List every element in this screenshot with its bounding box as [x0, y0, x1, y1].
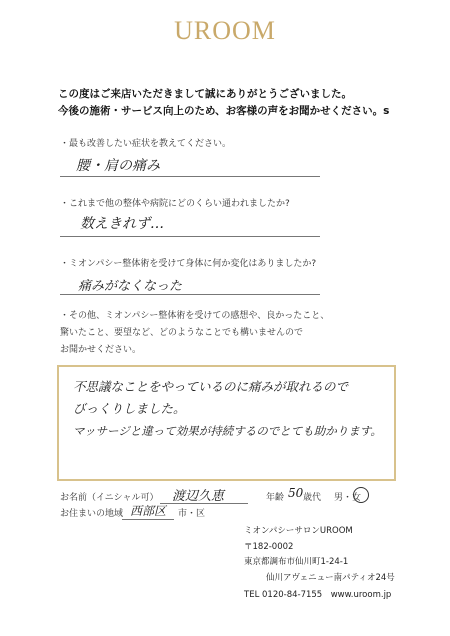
brand-logo: UROOM	[174, 16, 276, 45]
name-underline	[160, 503, 248, 504]
shop-info	[244, 524, 395, 604]
shop-address-1: 東京都調布市仙川町1-24-1	[244, 557, 349, 567]
comment-line-3: マッサージと違って効果が持続するのでとても助かります。	[73, 424, 382, 438]
comment-line-2: びっくりしました。	[73, 401, 186, 416]
question-3-answer-line	[60, 294, 320, 295]
shop-contact: TEL 0120-84-7155 www.uroom.jp	[244, 590, 392, 600]
question-4-line-1: ・その他、ミオンパシー整体術を受けての感想や、良かったこと、	[60, 311, 330, 321]
name-value: 渡辺久恵	[172, 489, 225, 504]
question-1-answer-line	[60, 176, 320, 177]
shop-postal: 〒182-0002	[244, 541, 294, 552]
question-1-answer: 腰・肩の痛み	[76, 158, 160, 174]
question-2-answer-line	[60, 236, 320, 237]
intro-line-2: 今後の施術・サービス向上のため、お客様の声をお聞かせください。s	[58, 105, 390, 117]
area-value: 西部区	[130, 504, 167, 518]
question-3-answer: 痛みがなくなった	[78, 279, 183, 294]
comment-line-1: 不思議なことをやっているのに痛みが取れるので	[73, 379, 349, 394]
area-label: お住まいの地域	[60, 509, 124, 519]
question-1-label: ・最も改善したい症状を教えてください。	[60, 139, 232, 149]
age-unit: 歳代	[303, 493, 322, 503]
shop-address-2: 仙川アヴェニュー南パティオ24号	[266, 572, 395, 583]
gender-options: 男・女	[334, 493, 362, 503]
question-2-label: ・これまで他の整体や病院にどのくらい通われましたか?	[60, 199, 290, 209]
age-label: 年齢	[266, 493, 285, 503]
question-4-line-2: 驚いたこと、要望など、どのようなことでも構いませんので	[60, 328, 304, 338]
question-4-label	[60, 308, 329, 359]
comment-box	[57, 365, 396, 481]
name-label: お名前（イニシャル可）	[60, 493, 159, 503]
area-suffix: 市・区	[178, 509, 206, 519]
intro-text	[58, 86, 389, 120]
intro-line-1: この度はご来店いただきまして誠にありがとうございました。	[58, 88, 352, 100]
age-value: 50	[288, 486, 304, 500]
question-3-label: ・ミオンパシー整体術を受けて身体に何か変化はありましたか?	[60, 259, 317, 269]
question-4-line-3: お聞かせください。	[60, 345, 142, 355]
question-2-answer: 数えきれず…	[80, 216, 164, 232]
area-underline	[122, 519, 174, 520]
gender-circle-mark	[353, 487, 369, 503]
shop-name: ミオンパシーサロンUROOM	[244, 526, 353, 536]
